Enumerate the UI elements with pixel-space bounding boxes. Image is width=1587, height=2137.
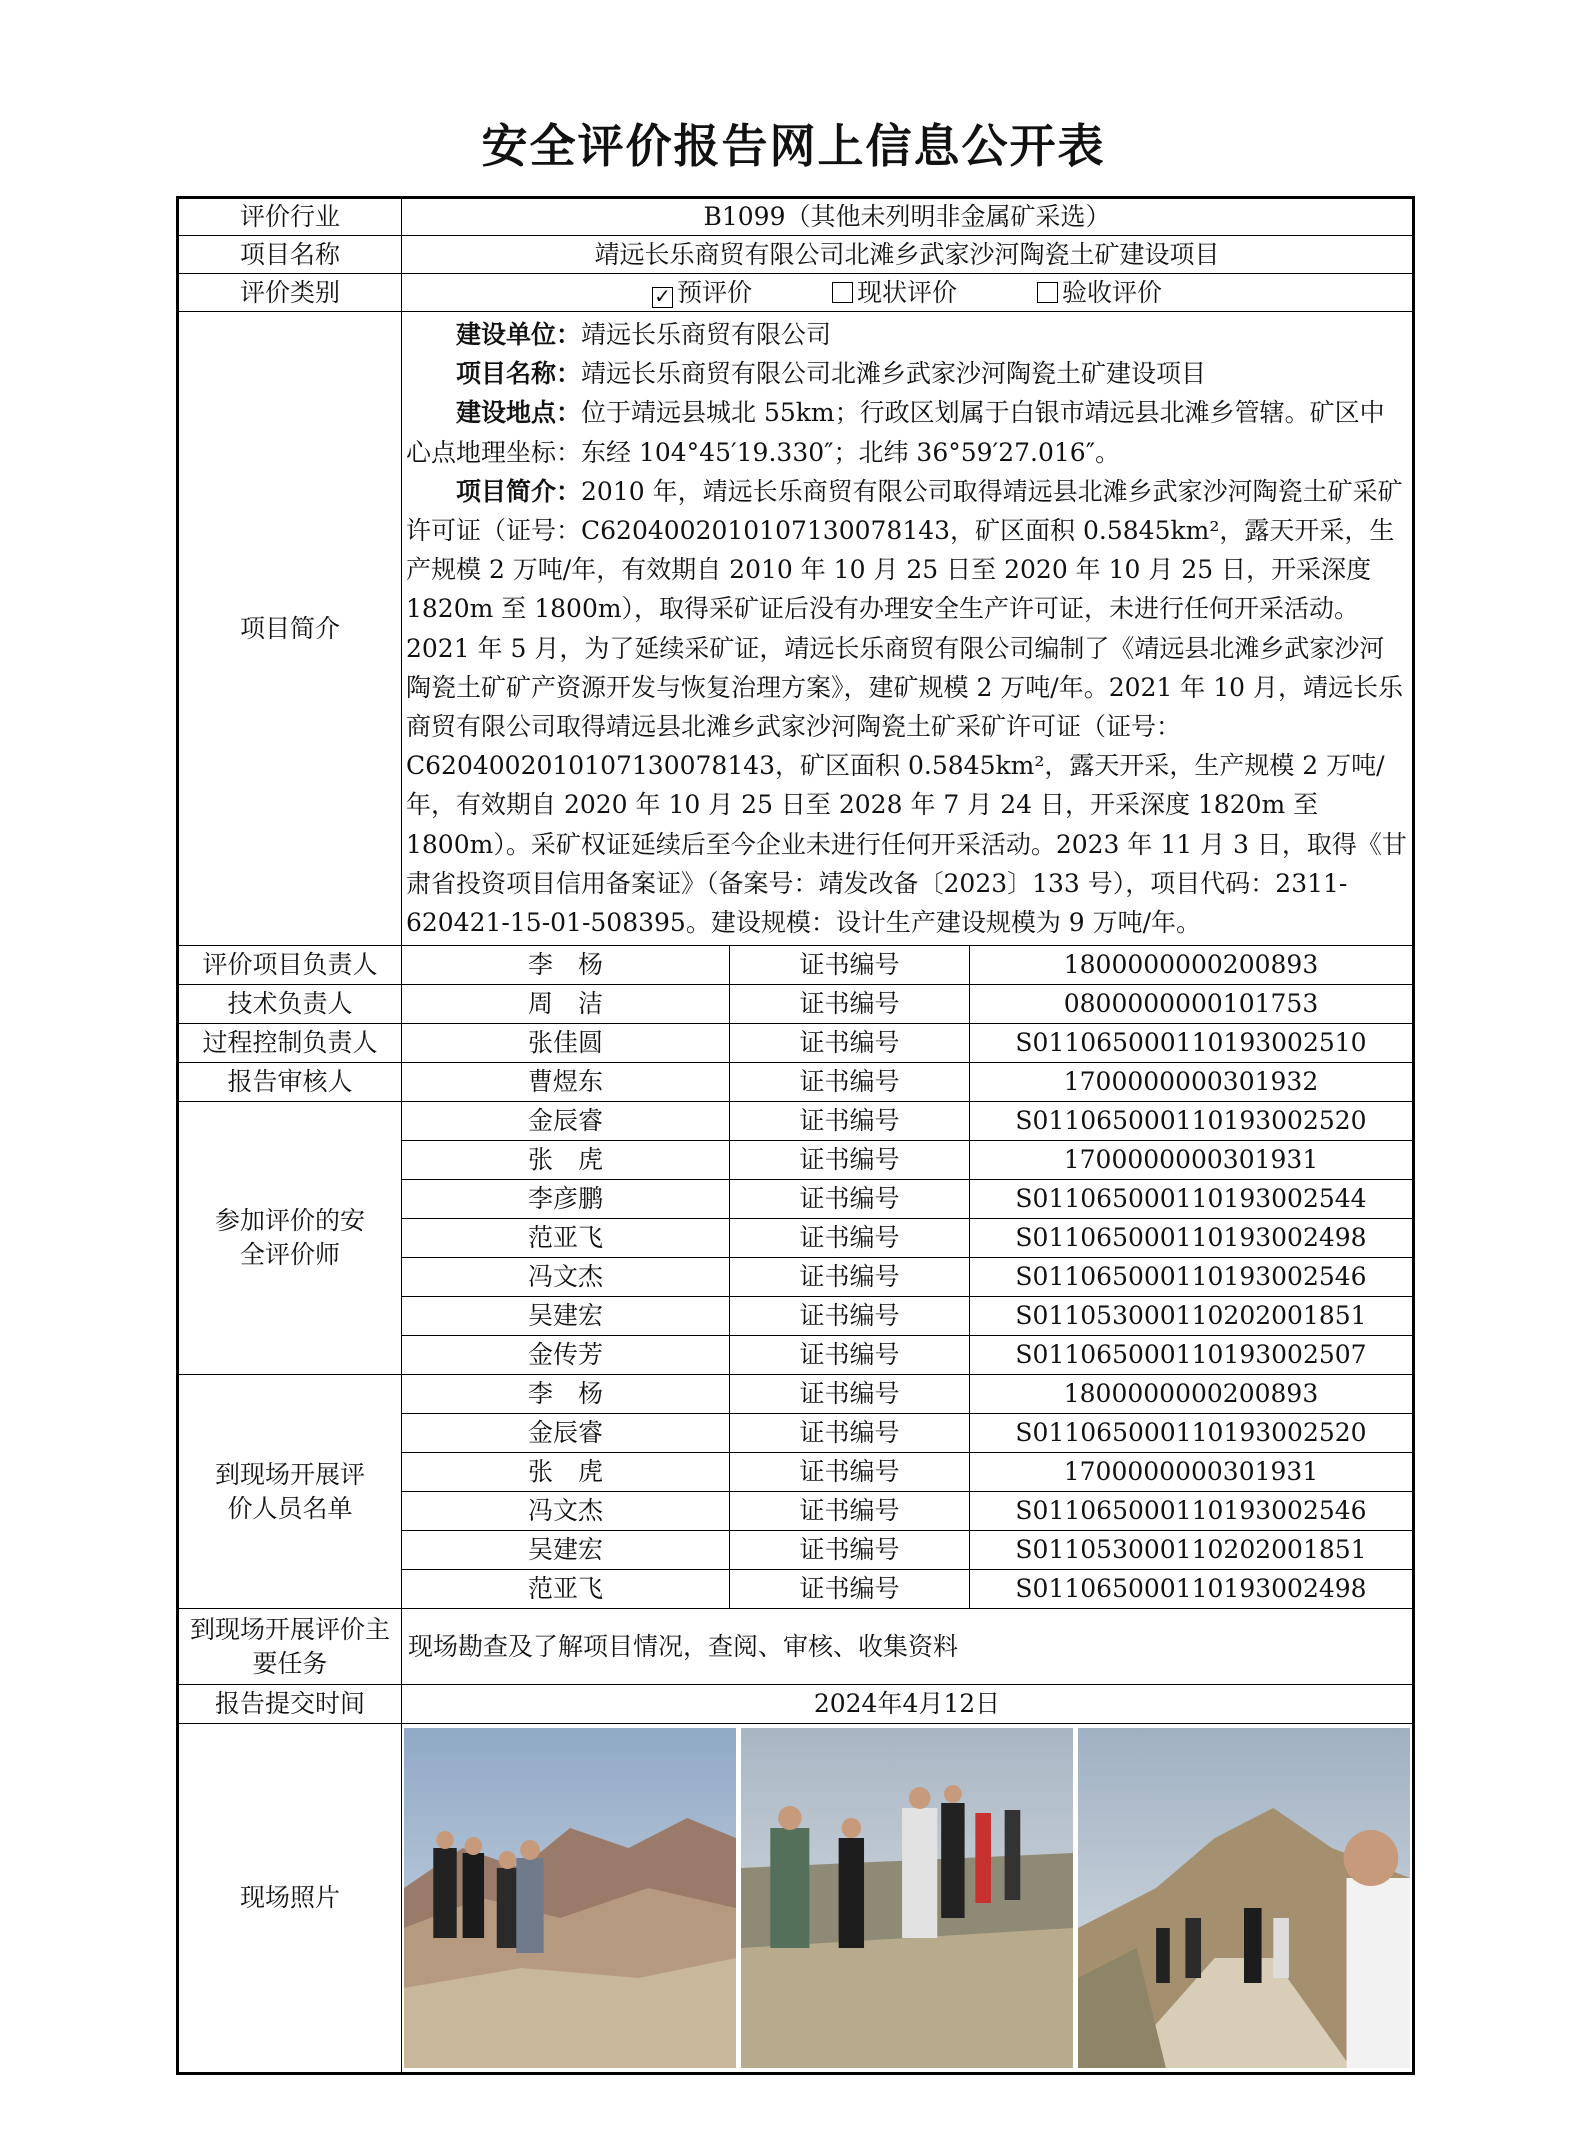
cert-label: 证书编号 (730, 1102, 970, 1141)
cert-number: S011065000110193002507 (970, 1336, 1414, 1375)
cert-label: 证书编号 (730, 1375, 970, 1414)
staff-name: 吴建宏 (402, 1531, 730, 1570)
cert-number: S011053000110202001851 (970, 1531, 1414, 1570)
cert-number: 1800000000200893 (970, 1375, 1414, 1414)
label-task: 到现场开展评价主要任务 (178, 1609, 402, 1685)
row-project-name (178, 236, 1414, 274)
cert-number: 1700000000301931 (970, 1453, 1414, 1492)
cert-number: S011065000110193002520 (970, 1414, 1414, 1453)
row-staff-process: 过程控制负责人 张佳圆 证书编号 S011065000110193002510 (178, 1024, 1414, 1063)
value-task: 现场勘查及了解项目情况，查阅、审核、收集资料 (402, 1609, 1414, 1685)
row-staff-review: 报告审核人 曹煜东 证书编号 1700000000301932 (178, 1063, 1414, 1102)
staff-name: 范亚飞 (402, 1219, 730, 1258)
label-intro: 项目简介 (178, 312, 402, 946)
label-photos: 现场照片 (178, 1724, 402, 2074)
staff-name: 金传芳 (402, 1336, 730, 1375)
row-industry (178, 198, 1414, 236)
row-staff-lead: 评价项目负责人 李 杨 证书编号 1800000000200893 (178, 946, 1414, 985)
cert-label: 证书编号 (730, 985, 970, 1024)
cert-number: S011065000110193002544 (970, 1180, 1414, 1219)
intro-text (402, 312, 1414, 946)
photos-cell (402, 1724, 1414, 2074)
checkbox-empty-icon[interactable] (1037, 282, 1058, 303)
option-pre-eval[interactable]: ✓ 预评价 (652, 278, 752, 307)
staff-name: 金辰睿 (402, 1414, 730, 1453)
site-photo-3 (1078, 1728, 1410, 2068)
staff-name: 李 杨 (402, 1375, 730, 1414)
cert-label: 证书编号 (730, 1024, 970, 1063)
cert-number: S011065000110193002510 (970, 1024, 1414, 1063)
cert-number: S011053000110202001851 (970, 1297, 1414, 1336)
label-submit: 报告提交时间 (178, 1685, 402, 1724)
staff-name: 李彦鹏 (402, 1180, 730, 1219)
cert-label: 证书编号 (730, 1336, 970, 1375)
staff-name: 张佳圆 (402, 1024, 730, 1063)
site-photo-2 (741, 1728, 1073, 2068)
cert-label: 证书编号 (730, 1141, 970, 1180)
cert-number: 1700000000301932 (970, 1063, 1414, 1102)
intro-unit: 建设单位：靖远长乐商贸有限公司 (456, 320, 832, 349)
cert-label: 证书编号 (730, 1180, 970, 1219)
intro-brief: 项目简介：2010 年，靖远长乐商贸有限公司取得靖远县北滩乡武家沙河陶瓷土矿采矿许可证（证号：C6204002010107130078143，矿区面积 0.5845km²，露天开采，生产规模 2 万吨/年，有效期自 2010 年 10 月 25 日至 2020 年 10 月 25 日，开采深度 1820m 至 1800m），取得采矿证后没有办理安全生产许可证，未进行任何开采活动。2021 年 5 月，为了延续采矿证，靖远长乐商贸有限公司编制了《靖远县北滩乡武家沙河陶瓷土矿矿产资源开发与恢复治理方案》，建矿规模 2 万吨/年。2021 年 10 月，靖远长乐商贸有限公司取得靖远县北滩乡武家沙河陶瓷土矿采矿许可证（证号：C6204002010107130078143，矿区面积 0.5845km²，露天开采，生产规模 2 万吨/年，有效期自 2020 年 10 月 25 日至 2028 年 7 月 24 日，开采深度 1820m 至 1800m）。采矿权证延续后至今企业未进行任何开采活动。2023 年 11 月 3 日，取得《甘肃省投资项目信用备案证》（备案号：靖发改备〔2023〕133 号），项目代码：2311-620421-15-01-508395。建设规模：设计生产建设规模为 9 万吨/年。 (406, 476, 1407, 938)
cert-label: 证书编号 (730, 1063, 970, 1102)
staff-name: 吴建宏 (402, 1297, 730, 1336)
staff-name: 冯文杰 (402, 1492, 730, 1531)
cert-number: 1700000000301931 (970, 1141, 1414, 1180)
staff-name: 李 杨 (402, 946, 730, 985)
cert-label: 证书编号 (730, 946, 970, 985)
label-onsite: 到现场开展评价人员名单 (178, 1375, 402, 1609)
cert-label: 证书编号 (730, 1414, 970, 1453)
label-project-name: 项目名称 (178, 236, 402, 274)
cert-label: 证书编号 (730, 1570, 970, 1609)
row-task (178, 1609, 1414, 1685)
info-table (176, 196, 1415, 2075)
staff-name: 周 洁 (402, 985, 730, 1024)
cert-number: S011065000110193002546 (970, 1492, 1414, 1531)
row-intro (178, 312, 1414, 946)
value-industry: B1099（其他未列明非金属矿采选） (402, 198, 1414, 236)
cert-label: 证书编号 (730, 1219, 970, 1258)
cert-label: 证书编号 (730, 1531, 970, 1570)
intro-site: 建设地点：位于靖远县城北 55km；行政区划属于白银市靖远县北滩乡管辖。矿区中心点地理坐标：东经 104°45′19.330″；北纬 36°59′27.016″。 (406, 398, 1385, 467)
cert-number: 0800000000101753 (970, 985, 1414, 1024)
row-assessor (178, 1102, 1414, 1141)
cert-number: S011065000110193002546 (970, 1258, 1414, 1297)
staff-name: 张 虎 (402, 1141, 730, 1180)
option-status-eval[interactable]: 现状评价 (832, 278, 957, 307)
cert-label: 证书编号 (730, 1258, 970, 1297)
row-onsite (178, 1375, 1414, 1414)
row-staff-tech: 技术负责人 周 洁 证书编号 0800000000101753 (178, 985, 1414, 1024)
row-photos (178, 1724, 1414, 2074)
staff-name: 曹煜东 (402, 1063, 730, 1102)
label-eval-type: 评价类别 (178, 274, 402, 312)
cert-label: 证书编号 (730, 1492, 970, 1531)
label-industry: 评价行业 (178, 198, 402, 236)
label-assessors: 参加评价的安全评价师 (178, 1102, 402, 1375)
value-project-name: 靖远长乐商贸有限公司北滩乡武家沙河陶瓷土矿建设项目 (402, 236, 1414, 274)
eval-type-options (402, 274, 1414, 312)
cert-label: 证书编号 (730, 1453, 970, 1492)
value-submit: 2024年4月12日 (402, 1685, 1414, 1724)
cert-number: S011065000110193002498 (970, 1219, 1414, 1258)
row-eval-type (178, 274, 1414, 312)
site-photo-1 (404, 1728, 736, 2068)
option-acceptance-eval[interactable]: 验收评价 (1037, 278, 1162, 307)
checkbox-checked-icon[interactable]: ✓ (652, 287, 673, 308)
cert-number: S011065000110193002498 (970, 1570, 1414, 1609)
staff-name: 范亚飞 (402, 1570, 730, 1609)
cert-label: 证书编号 (730, 1297, 970, 1336)
checkbox-empty-icon[interactable] (832, 282, 853, 303)
cert-number: S011065000110193002520 (970, 1102, 1414, 1141)
staff-name: 金辰睿 (402, 1102, 730, 1141)
staff-name: 张 虎 (402, 1453, 730, 1492)
staff-name: 冯文杰 (402, 1258, 730, 1297)
page-title: 安全评价报告网上信息公开表 (481, 119, 1106, 173)
row-submit (178, 1685, 1414, 1724)
cert-number: 1800000000200893 (970, 946, 1414, 985)
intro-name: 项目名称：靖远长乐商贸有限公司北滩乡武家沙河陶瓷土矿建设项目 (456, 359, 1207, 389)
